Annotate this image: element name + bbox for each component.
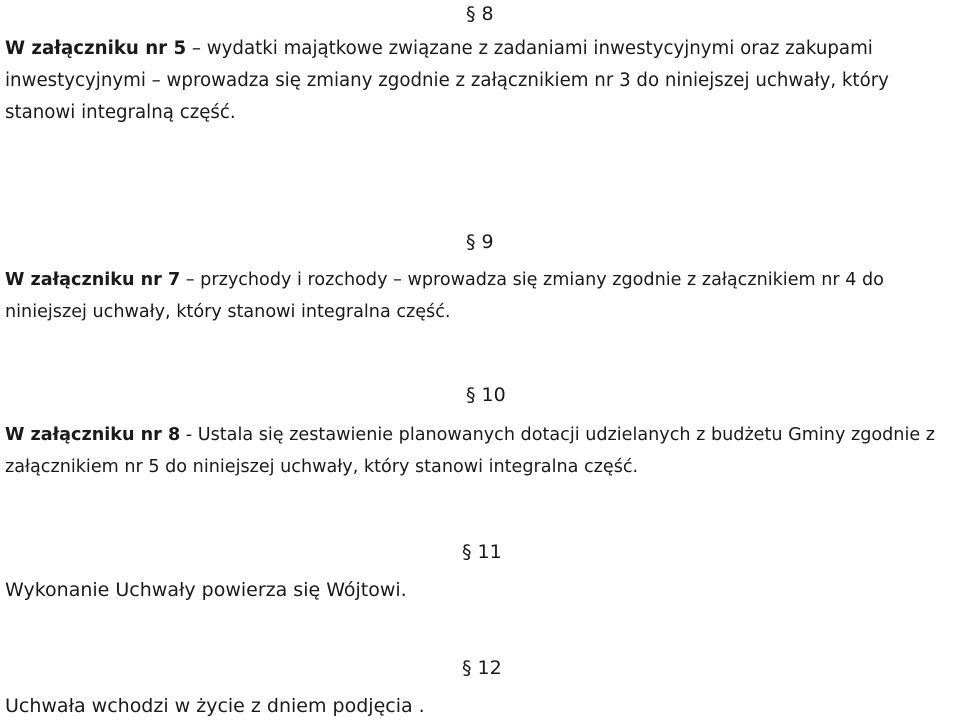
section-10-lead: W załączniku nr 8 [5,425,181,445]
section-11-paragraph: Wykonanie Uchwały powierza się Wójtowi. [5,579,407,601]
section-10-paragraph [5,419,957,483]
section-12-heading: § 12 [462,657,502,679]
section-9-text: – przychody i rozchody – wprowadza się zmiany zgodnie z załącznikiem nr 4 do niniejszej uchwały, który stanowi integralna część. [5,270,884,322]
section-8-text: – wydatki majątkowe związane z zadaniami inwestycyjnymi oraz zakupami inwestycyjnymi – wprowadza się zmiany zgodnie z załącznikiem nr 3 do niniejszej uchwały, który stanowi integralną część. [5,38,889,123]
section-8-heading: § 8 [466,3,494,25]
section-8-lead: W załączniku nr 5 [5,38,187,59]
section-9-heading: § 9 [466,231,494,253]
section-11-heading: § 11 [462,541,502,563]
section-9-paragraph [5,264,957,328]
section-10-text: - Ustala się zestawienie planowanych dotacji udzielanych z budżetu Gminy zgodnie z załącznikiem nr 5 do niniejszej uchwały, który stanowi integralna część. [5,425,935,477]
section-12-paragraph: Uchwała wchodzi w życie z dniem podjęcia . [5,695,425,717]
section-8-paragraph [5,33,957,129]
section-9-lead: W załączniku nr 7 [5,270,181,290]
section-10-heading: § 10 [466,384,506,406]
